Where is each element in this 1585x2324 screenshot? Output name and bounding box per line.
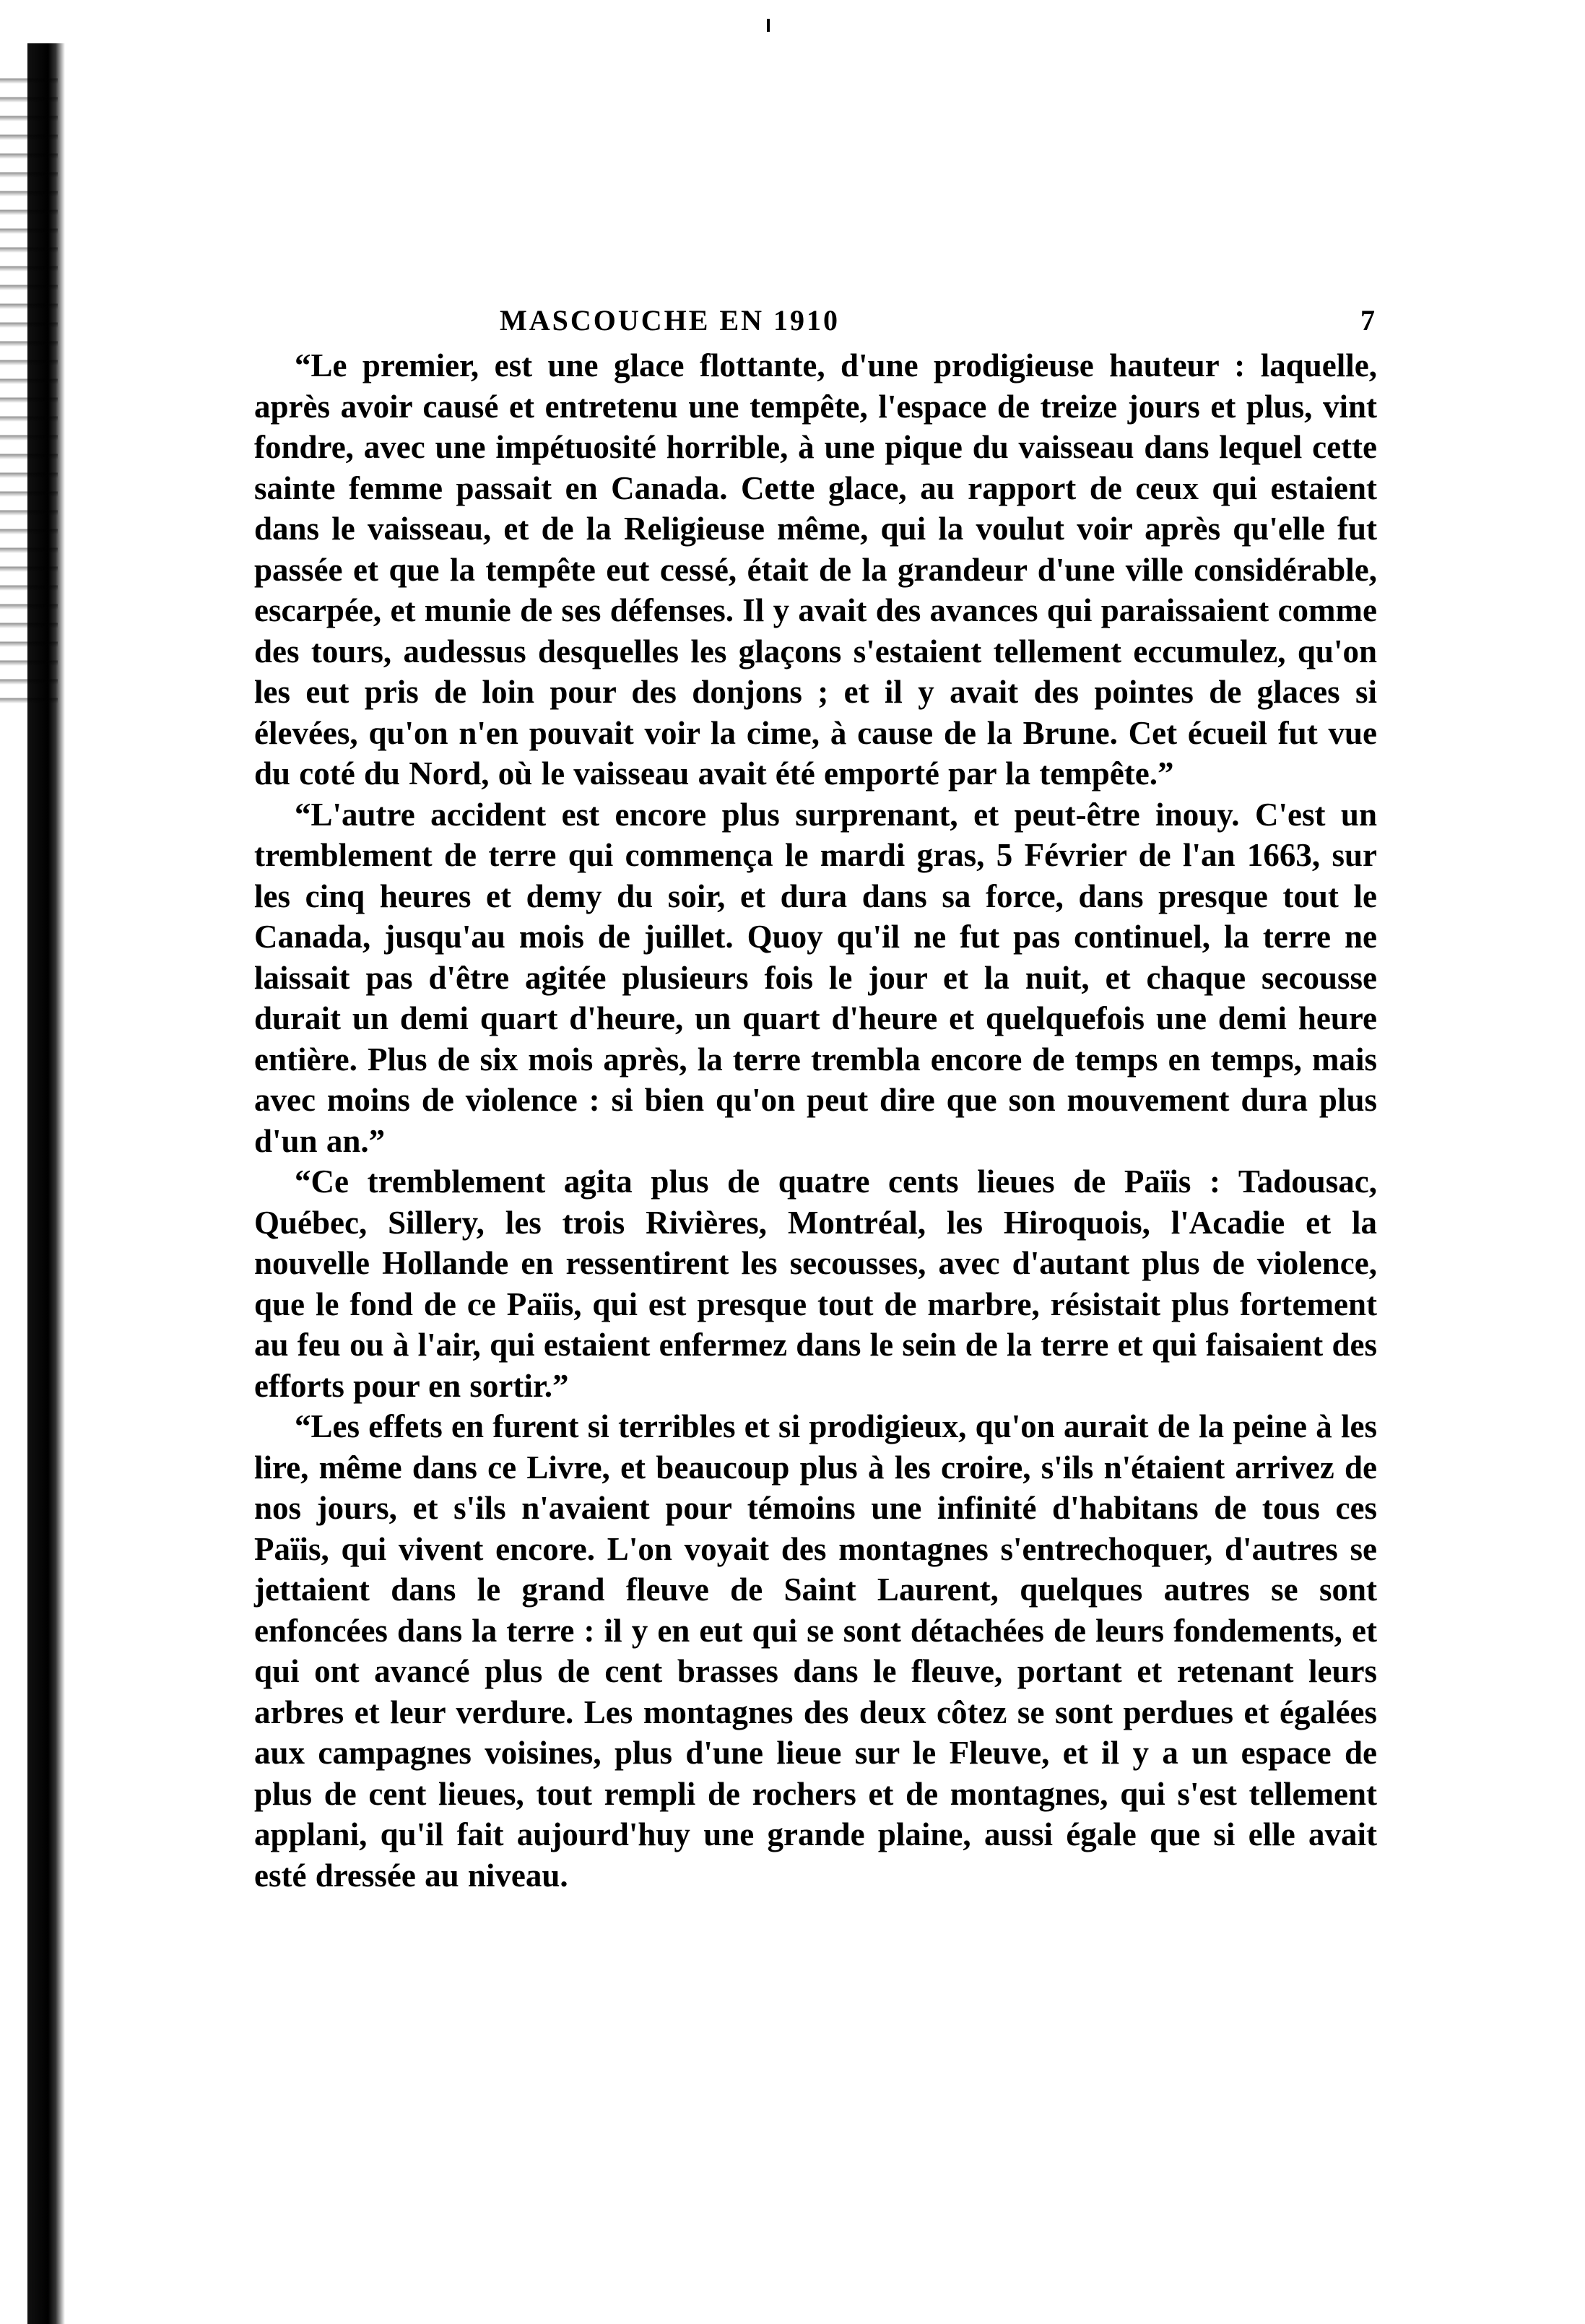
top-mark: [767, 19, 770, 32]
paragraph: “Les effets en furent si terribles et si prodigieux, qu'on aurait de la peine à les lire, même dans ce Livre, et beaucoup plus à les croire, s'ils n'étaient arrivez de nos jours, et s'ils n'avaient pour témoins une infinité d'habitans de tous ces Païis, qui vivent encore. L'on voyait des montagnes s'entrechoquer, d'autres se jettaient dans le grand fleuve de Saint Laurent, quelques autres se sont enfoncées dans la terre : il y en eut qui se sont détachées de leurs fondements, et qui ont avancé plus de cent brasses dans le fleuve, portant et retenant leurs arbres et leur verdure. Les montagnes des deux côtez se sont perdues et égalées aux campagnes voisines, plus d'une lieue sur le Fleuve, et il y a un espace de plus de cent lieues, tout rempli de rochers et de montagnes, qui s'est tellement applani, qu'il fait aujourd'huy une grande plaine, aussi égale que si elle avait esté dressée au niveau.: [254, 1408, 1377, 1894]
running-title: MASCOUCHE EN 1910: [500, 304, 841, 337]
paragraph: “Ce tremblement agita plus de quatre cents lieues de Païis : Tadousac, Québec, Sillery, les trois Rivières, Montréal, les Hiroquois, l'Acadie et la nouvelle Hollande en ressentirent les secousses, avec d'autant plus de violence, que le fond de ce Païis, qui est presque tout de marbre, résistait plus fortement au feu ou à l'air, qui estaient enfermez dans le sein de la terre et qui faisaient des efforts pour en sortir.”: [254, 1163, 1377, 1404]
page-number: 7: [1360, 304, 1377, 337]
paragraph: “Le premier, est une glace flottante, d'une prodigieuse hauteur : laquelle, après avoir causé et entretenu une tempête, l'espace de treize jours et plus, vint fondre, avec une impétuosité horrible, à une pique du vaisseau dans lequel cette sainte femme passait en Canada. Cette glace, au rapport de ceux qui estaient dans le vaisseau, et de la Religieuse même, qui la voulut voir après qu'elle fut passée et que la tempête eut cessé, était de la grandeur d'une ville considérable, escarpée, et munie de ses défenses. Il y avait des avances qui paraissaient comme des tours, audessus desquelles les glaçons s'estaient tellement eccumulez, qu'on les eut pris de loin pour des donjons ; et il y avait des pointes de glaces si élevées, qu'on n'en pouvait voir la cime, à cause de la Brune. Cet écueil fut vue du coté du Nord, où le vaisseau avait été emporté par la tempête.”: [254, 347, 1377, 792]
scan-edge-noise: [0, 65, 58, 715]
book-page: [254, 303, 1377, 1896]
paragraph: “L'autre accident est encore plus surprenant, et peut-être inouy. C'est un tremblement de terre qui commença le mardi gras, 5 Février de l'an 1663, sur les cinq heures et demy du soir, et dura dans sa force, dans presque tout le Canada, jusqu'au mois de juillet. Quoy qu'il ne fut pas continuel, la terre ne laissait pas d'être agitée plusieurs fois le jour et la nuit, et chaque secousse durait un demi quart d'heure, un quart d'heure et quelquefois une demi heure entière. Plus de six mois après, la terre trembla encore de temps en temps, mais avec moins de violence : si bien qu'on peut dire que son mouvement dura plus d'un an.”: [254, 796, 1377, 1159]
running-head: [254, 303, 1377, 345]
